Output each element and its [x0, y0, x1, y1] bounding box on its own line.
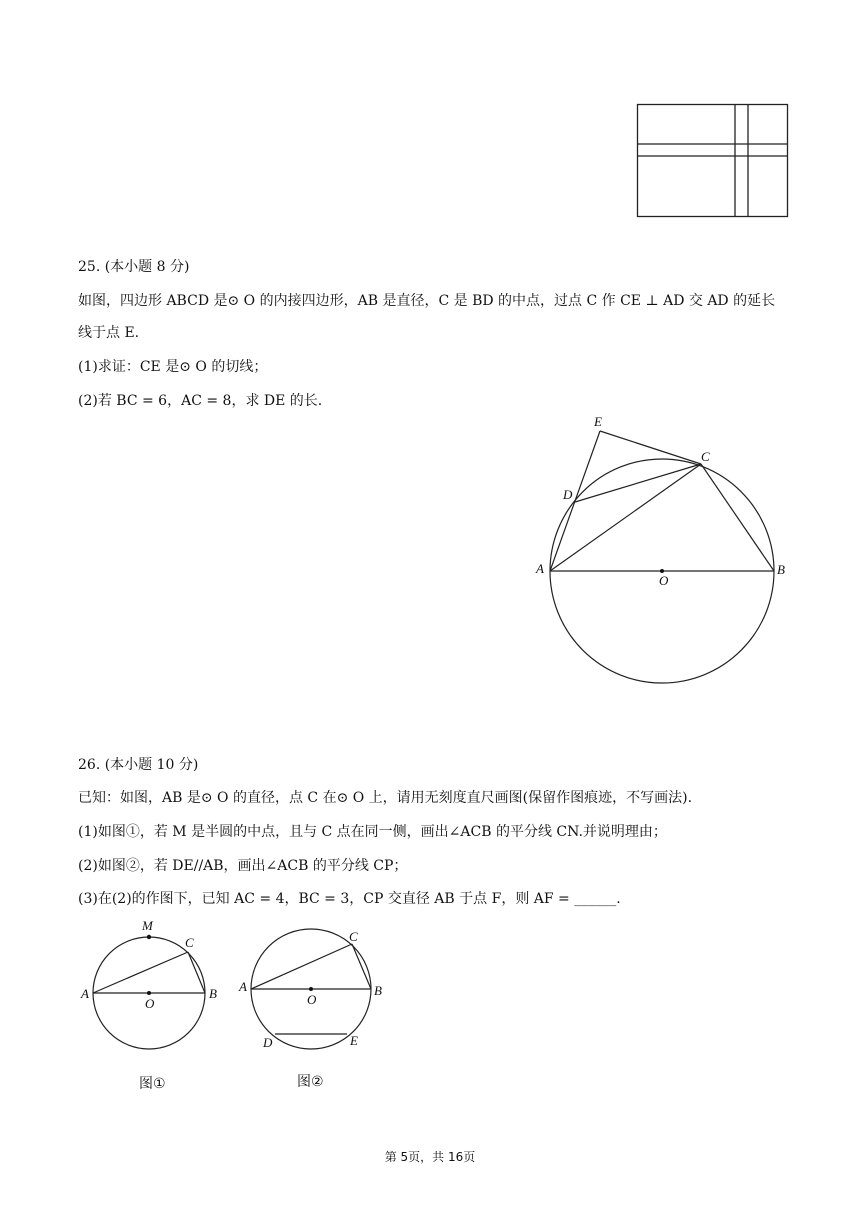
q26-part2: (2)如图②，若 DE//AB，画出∠ACB 的平分线 CP；: [78, 858, 408, 874]
q25-header: 25. (本小题 8 分): [78, 259, 190, 275]
q26-fig2-label-e: E: [350, 1033, 358, 1048]
q26-header: 26. (本小题 10 分): [78, 757, 199, 773]
q26-fig1-label-a: A: [81, 986, 89, 1001]
q25-label-a: A: [536, 561, 544, 576]
page-footer: 第 5页，共 16页: [384, 1150, 476, 1164]
q25-part1: (1)求证：CE 是⊙ O 的切线；: [78, 359, 268, 375]
q25-label-b: B: [777, 562, 785, 577]
q26-fig2-label-a: A: [239, 979, 247, 994]
q26-part1: (1)如图①，若 M 是半圆的中点，且与 C 点在同一侧，画出∠ACB 的平分线 CN.并说明理由；: [78, 824, 667, 840]
q25-label-e: E: [594, 414, 602, 429]
q25-part2: (2)若 BC = 6，AC = 8，求 DE 的长.: [78, 393, 323, 409]
q25-label-c: C: [701, 449, 710, 464]
q26-figure-2: [235, 915, 395, 1060]
q26-fig2-label-o: O: [307, 992, 317, 1007]
q26-fig1-label-m: M: [142, 918, 153, 933]
q26-figure-1: [78, 915, 238, 1060]
q26-part3: (3)在(2)的作图下，已知 AC = 4，BC = 3，CP 交直径 AB 于点 F，则 AF = ______.: [78, 891, 621, 907]
q26-fig1-label-c: C: [185, 935, 194, 950]
q26-fig1-caption: 图①: [139, 1076, 166, 1092]
q26-fig2-label-c: C: [349, 929, 358, 944]
grid-figure: [630, 98, 795, 223]
q26-fig2-label-b: B: [374, 983, 382, 998]
q25-label-d: D: [563, 487, 573, 502]
q25-stem-line1: 如图，四边形 ABCD 是⊙ O 的内接四边形，AB 是直径，C 是 BD 的中点，过点 C 作 CE ⊥ AD 交 AD 的延长: [78, 293, 776, 309]
q26-fig1-label-b: B: [209, 986, 217, 1001]
q25-stem-line2: 线于点 E.: [78, 325, 140, 341]
q26-fig2-label-d: D: [263, 1035, 273, 1050]
q25-label-o: O: [659, 573, 669, 588]
q26-stem: 已知：如图，AB 是⊙ O 的直径，点 C 在⊙ O 上，请用无刻度直尺画图(保留作图痕迹，不写画法).: [78, 790, 693, 806]
q26-fig2-caption: 图②: [297, 1074, 324, 1090]
q25-figure: [530, 408, 800, 693]
q26-fig1-label-o: O: [145, 996, 155, 1011]
